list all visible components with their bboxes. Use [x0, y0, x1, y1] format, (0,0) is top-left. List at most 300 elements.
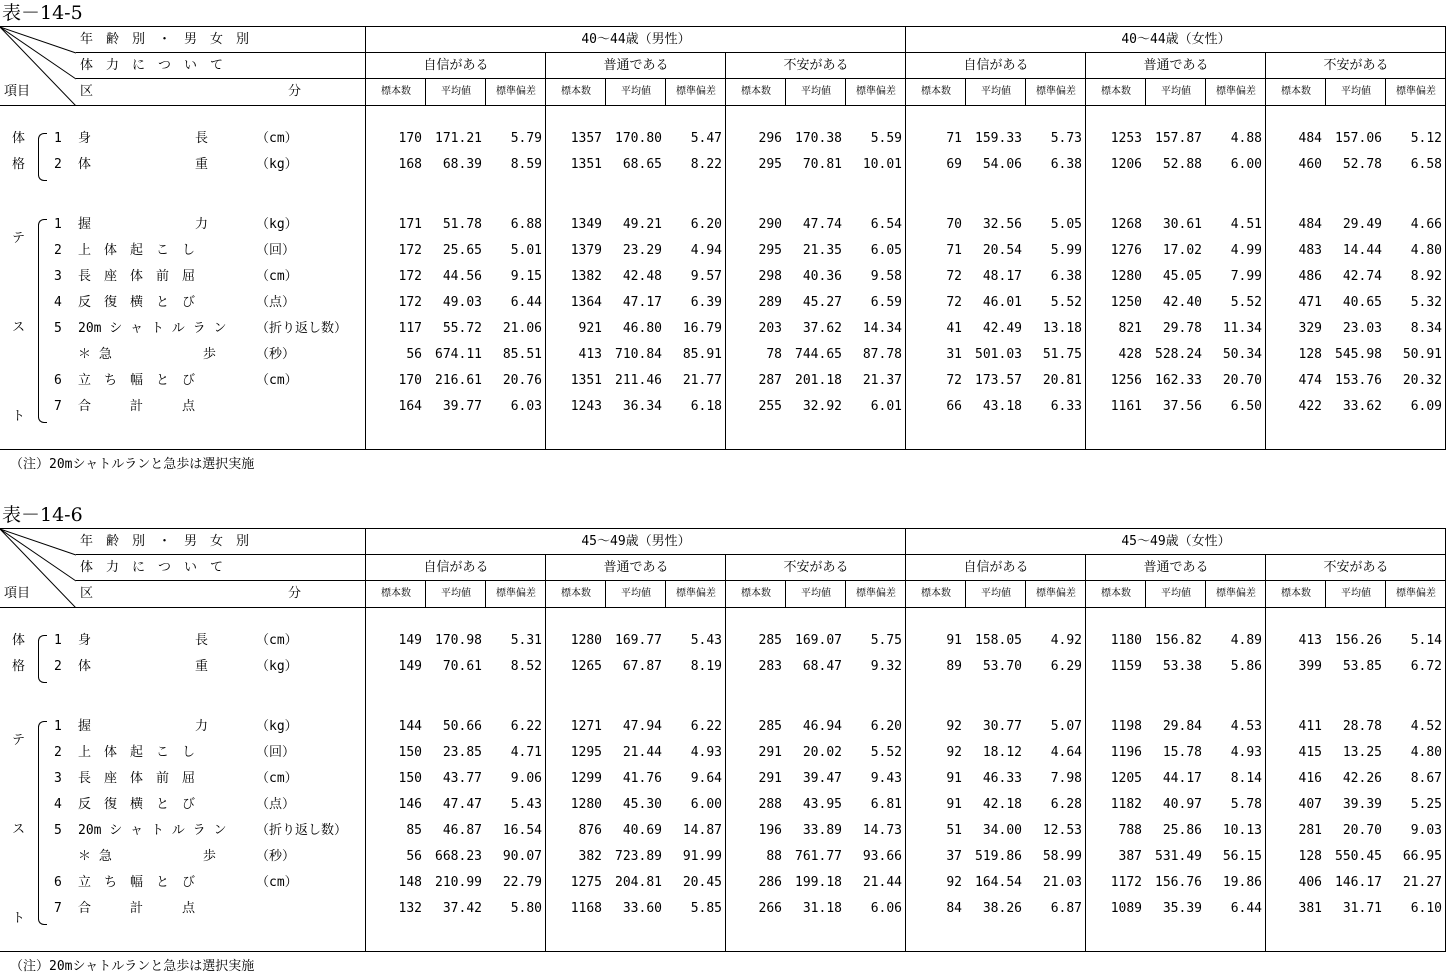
stat-header: 平均値 [441, 588, 471, 599]
data-table [0, 528, 1446, 952]
cell-value: 37.62 [802, 321, 842, 336]
cell-value: 23.29 [622, 243, 662, 258]
cell-value: 68.65 [622, 157, 662, 172]
cell-value: 6.72 [1410, 659, 1442, 674]
cell-value: 92 [946, 875, 962, 890]
cell-value: 484 [1298, 131, 1322, 146]
cell-value: 6.22 [510, 719, 542, 734]
cell-value: 92 [946, 745, 962, 760]
cell-value: 40.97 [1162, 797, 1202, 812]
cell-value: 6.39 [690, 295, 722, 310]
row-number: 5 [54, 321, 62, 336]
cell-value: 85.51 [502, 347, 542, 362]
cell-value: 117 [398, 321, 422, 336]
cell-value: 7.98 [1050, 771, 1082, 786]
cell-value: 170.38 [795, 131, 842, 146]
header-line [76, 580, 1446, 581]
cell-value: 45.30 [622, 797, 662, 812]
cell-value: 149 [398, 659, 422, 674]
cell-value: 5.59 [870, 131, 902, 146]
cell-value: 1351 [570, 157, 602, 172]
stat-header: 標準偏差 [1216, 588, 1256, 599]
cell-value: 46.80 [622, 321, 662, 336]
cell-value: 157.06 [1335, 131, 1382, 146]
cell-value: 9.15 [510, 269, 542, 284]
cell-value: 53.70 [982, 659, 1022, 674]
cell-value: 68.39 [442, 157, 482, 172]
stat-header: 平均値 [621, 86, 651, 97]
cell-value: 168 [398, 157, 422, 172]
cell-value: 87.78 [862, 347, 902, 362]
cell-value: 5.32 [1410, 295, 1442, 310]
cell-value: 407 [1298, 797, 1322, 812]
cell-value: 399 [1298, 659, 1322, 674]
cell-value: 4.99 [1230, 243, 1262, 258]
cell-value: 146 [398, 797, 422, 812]
cell-value: 1357 [570, 131, 602, 146]
cell-value: 149 [398, 633, 422, 648]
stat-header: 標本数 [1101, 588, 1131, 599]
cell-value: 5.86 [1230, 659, 1262, 674]
cell-value: 21.06 [502, 321, 542, 336]
cell-value: 519.86 [975, 849, 1022, 864]
cell-value: 288 [758, 797, 782, 812]
cell-value: 1351 [570, 373, 602, 388]
category-header: 自信がある [423, 58, 489, 73]
cell-value: 5.05 [1050, 217, 1082, 232]
cell-value: 23.03 [1342, 321, 1382, 336]
cell-value: 20.70 [1222, 373, 1262, 388]
row-number: 4 [54, 295, 62, 310]
row-label: 体 重 [78, 157, 209, 172]
cell-value: 287 [758, 373, 782, 388]
category-label-left: 区 [80, 586, 94, 601]
cell-value: 1205 [1110, 771, 1142, 786]
cell-value: 16.79 [682, 321, 722, 336]
row-number: 6 [54, 875, 62, 890]
cell-value: 50.66 [442, 719, 482, 734]
cell-value: 5.80 [510, 901, 542, 916]
stat-header: 標準偏差 [676, 588, 716, 599]
category-header: 自信がある [963, 58, 1029, 73]
row-unit: （kg） [256, 659, 298, 674]
cell-value: 1379 [570, 243, 602, 258]
cell-value: 6.03 [510, 399, 542, 414]
row-unit: （折り返し数） [256, 321, 348, 336]
cell-value: 20.54 [982, 243, 1022, 258]
cell-value: 5.85 [690, 901, 722, 916]
row-unit: （kg） [256, 217, 298, 232]
stat-header: 標準偏差 [676, 86, 716, 97]
cell-value: 88 [766, 849, 782, 864]
cell-value: 47.47 [442, 797, 482, 812]
cell-value: 72 [946, 295, 962, 310]
cell-value: 283 [758, 659, 782, 674]
row-number: 1 [54, 131, 62, 146]
row-unit: （回） [256, 243, 296, 258]
cell-value: 32.56 [982, 217, 1022, 232]
data-table [0, 26, 1446, 450]
cell-value: 39.39 [1342, 797, 1382, 812]
cell-value: 1275 [570, 875, 602, 890]
row-unit: （cm） [256, 771, 298, 786]
cell-value: 5.43 [690, 633, 722, 648]
cell-value: 1182 [1110, 797, 1142, 812]
cell-value: 156.82 [1155, 633, 1202, 648]
cell-value: 31.18 [802, 901, 842, 916]
cell-value: 4.89 [1230, 633, 1262, 648]
stat-header: 標準偏差 [856, 588, 896, 599]
row-label: 立 ち 幅 と び [78, 875, 196, 890]
cell-value: 545.98 [1335, 347, 1382, 362]
cell-value: 19.86 [1222, 875, 1262, 890]
stat-header: 標準偏差 [1216, 86, 1256, 97]
cell-value: 1280 [570, 633, 602, 648]
cell-value: 8.59 [510, 157, 542, 172]
stat-header: 標準偏差 [1396, 86, 1436, 97]
cell-value: 286 [758, 875, 782, 890]
cell-value: 1172 [1110, 875, 1142, 890]
table-title: 表－14-6 [2, 504, 83, 526]
cell-value: 71 [946, 243, 962, 258]
age-sex-label: 年 齢 別 ・ 男 女 別 [80, 32, 250, 47]
row-label: 合 計 点 [78, 901, 196, 916]
cell-value: 8.34 [1410, 321, 1442, 336]
cell-value: 164 [398, 399, 422, 414]
cell-value: 170.80 [615, 131, 662, 146]
row-label: 長 座 体 前 屈 [78, 269, 196, 284]
category-header: 普通である [603, 560, 669, 575]
row-unit: （点） [256, 797, 296, 812]
cell-value: 20.45 [682, 875, 722, 890]
stat-header: 平均値 [441, 86, 471, 97]
cell-value: 12.53 [1042, 823, 1082, 838]
cell-value: 1089 [1110, 901, 1142, 916]
cell-value: 36.34 [622, 399, 662, 414]
cell-value: 4.93 [1230, 745, 1262, 760]
cell-value: 9.64 [690, 771, 722, 786]
cell-value: 51 [946, 823, 962, 838]
fitness-label: 体 力 に つ い て [80, 560, 224, 575]
cell-value: 170.98 [435, 633, 482, 648]
cell-value: 53.85 [1342, 659, 1382, 674]
cell-value: 6.44 [510, 295, 542, 310]
stat-header: 標準偏差 [1036, 588, 1076, 599]
category-header: 普通である [1143, 560, 1209, 575]
row-number: 2 [54, 157, 62, 172]
cell-value: 5.01 [510, 243, 542, 258]
cell-value: 291 [758, 745, 782, 760]
cell-value: 16.54 [502, 823, 542, 838]
cell-value: 199.18 [795, 875, 842, 890]
cell-value: 78 [766, 347, 782, 362]
female-group-header: 45～49歳（女性） [1121, 534, 1231, 549]
cell-value: 85.91 [682, 347, 722, 362]
cell-value: 5.52 [1230, 295, 1262, 310]
row-number: 3 [54, 269, 62, 284]
cell-value: 381 [1298, 901, 1322, 916]
cell-value: 4.80 [1410, 745, 1442, 760]
row-label: 立 ち 幅 と び [78, 373, 196, 388]
cell-value: 6.09 [1410, 399, 1442, 414]
cell-value: 28.78 [1342, 719, 1382, 734]
group-brace [38, 133, 47, 181]
cell-value: 411 [1298, 719, 1322, 734]
cell-value: 53.38 [1162, 659, 1202, 674]
cell-value: 146.17 [1335, 875, 1382, 890]
header-line [0, 105, 1446, 106]
cell-value: 422 [1298, 399, 1322, 414]
cell-value: 37.42 [442, 901, 482, 916]
cell-value: 4.94 [690, 243, 722, 258]
cell-value: 5.25 [1410, 797, 1442, 812]
cell-value: 132 [398, 901, 422, 916]
cell-value: 47.17 [622, 295, 662, 310]
cell-value: 46.01 [982, 295, 1022, 310]
side-group-char: ト [12, 409, 26, 424]
stat-header: 標準偏差 [1036, 86, 1076, 97]
cell-value: 85 [406, 823, 422, 838]
cell-value: 162.33 [1155, 373, 1202, 388]
cell-value: 6.20 [870, 719, 902, 734]
cell-value: 69 [946, 157, 962, 172]
cell-value: 1280 [570, 797, 602, 812]
cell-value: 471 [1298, 295, 1322, 310]
stat-header: 標本数 [921, 86, 951, 97]
cell-value: 281 [1298, 823, 1322, 838]
stat-header: 標準偏差 [856, 86, 896, 97]
cell-value: 47.94 [622, 719, 662, 734]
cell-value: 1265 [570, 659, 602, 674]
row-number: 5 [54, 823, 62, 838]
stat-header: 平均値 [801, 588, 831, 599]
cell-value: 531.49 [1155, 849, 1202, 864]
category-header: 不安がある [1323, 58, 1389, 73]
cell-value: 406 [1298, 875, 1322, 890]
cell-value: 876 [578, 823, 602, 838]
row-unit: （cm） [256, 875, 298, 890]
cell-value: 148 [398, 875, 422, 890]
side-group-char: ス [12, 320, 26, 335]
row-unit: （cm） [256, 373, 298, 388]
cell-value: 51.75 [1042, 347, 1082, 362]
cell-value: 157.87 [1155, 131, 1202, 146]
side-group-char: 体 [12, 633, 26, 648]
cell-value: 1168 [570, 901, 602, 916]
cell-value: 43.77 [442, 771, 482, 786]
cell-value: 501.03 [975, 347, 1022, 362]
cell-value: 52.78 [1342, 157, 1382, 172]
cell-value: 1280 [1110, 269, 1142, 284]
cell-value: 6.22 [690, 719, 722, 734]
cell-value: 30.77 [982, 719, 1022, 734]
cell-value: 17.02 [1162, 243, 1202, 258]
stat-header: 平均値 [1161, 86, 1191, 97]
cell-value: 40.36 [802, 269, 842, 284]
row-label: 身 長 [78, 131, 209, 146]
cell-value: 150 [398, 745, 422, 760]
cell-value: 298 [758, 269, 782, 284]
cell-value: 761.77 [795, 849, 842, 864]
cell-value: 6.28 [1050, 797, 1082, 812]
stat-header: 標本数 [1101, 86, 1131, 97]
cell-value: 35.39 [1162, 901, 1202, 916]
stat-header: 標本数 [741, 86, 771, 97]
cell-value: 10.13 [1222, 823, 1262, 838]
cell-value: 255 [758, 399, 782, 414]
cell-value: 93.66 [862, 849, 902, 864]
cell-value: 42.26 [1342, 771, 1382, 786]
cell-value: 21.77 [682, 373, 722, 388]
category-header: 普通である [1143, 58, 1209, 73]
cell-value: 382 [578, 849, 602, 864]
row-unit: （秒） [256, 347, 296, 362]
footnote: （注）20mシャトルランと急歩は選択実施 [10, 959, 255, 974]
cell-value: 25.86 [1162, 823, 1202, 838]
cell-value: 710.84 [615, 347, 662, 362]
header-line [76, 52, 1446, 53]
cell-value: 51.78 [442, 217, 482, 232]
cell-value: 5.73 [1050, 131, 1082, 146]
cell-value: 91 [946, 633, 962, 648]
cell-value: 66 [946, 399, 962, 414]
cell-value: 91.99 [682, 849, 722, 864]
cell-value: 486 [1298, 269, 1322, 284]
cell-value: 6.58 [1410, 157, 1442, 172]
cell-value: 484 [1298, 217, 1322, 232]
cell-value: 42.48 [622, 269, 662, 284]
cell-value: 6.29 [1050, 659, 1082, 674]
cell-value: 387 [1118, 849, 1142, 864]
cell-value: 5.31 [510, 633, 542, 648]
row-number: 2 [54, 243, 62, 258]
row-label: 体 重 [78, 659, 209, 674]
cell-value: 6.01 [870, 399, 902, 414]
cell-value: 483 [1298, 243, 1322, 258]
cell-value: 528.24 [1155, 347, 1202, 362]
cell-value: 10.01 [862, 157, 902, 172]
row-unit: （cm） [256, 131, 298, 146]
stat-header: 標本数 [1281, 588, 1311, 599]
row-number: 1 [54, 719, 62, 734]
cell-value: 9.06 [510, 771, 542, 786]
row-label: ＊ 急 歩 [78, 347, 216, 362]
stat-header: 平均値 [621, 588, 651, 599]
cell-value: 196 [758, 823, 782, 838]
cell-value: 33.60 [622, 901, 662, 916]
male-group-header: 45～49歳（男性） [581, 534, 691, 549]
row-number: 2 [54, 659, 62, 674]
stat-header: 標本数 [1281, 86, 1311, 97]
row-number: 6 [54, 373, 62, 388]
cell-value: 43.95 [802, 797, 842, 812]
cell-value: 1268 [1110, 217, 1142, 232]
table-title: 表－14-5 [2, 2, 83, 24]
cell-value: 1196 [1110, 745, 1142, 760]
header-line [76, 78, 1446, 79]
row-unit: （cm） [256, 269, 298, 284]
cell-value: 285 [758, 719, 782, 734]
cell-value: 21.03 [1042, 875, 1082, 890]
cell-value: 72 [946, 373, 962, 388]
cell-value: 49.21 [622, 217, 662, 232]
cell-value: 210.99 [435, 875, 482, 890]
cell-value: 170 [398, 373, 422, 388]
category-label-left: 区 [80, 84, 94, 99]
cell-value: 42.18 [982, 797, 1022, 812]
cell-value: 7.99 [1230, 269, 1262, 284]
cell-value: 1159 [1110, 659, 1142, 674]
cell-value: 33.89 [802, 823, 842, 838]
cell-value: 84 [946, 901, 962, 916]
row-number: 4 [54, 797, 62, 812]
cell-value: 474 [1298, 373, 1322, 388]
cell-value: 42.49 [982, 321, 1022, 336]
cell-value: 291 [758, 771, 782, 786]
cell-value: 5.14 [1410, 633, 1442, 648]
cell-value: 5.99 [1050, 243, 1082, 258]
cell-value: 14.34 [862, 321, 902, 336]
cell-value: 128 [1298, 849, 1322, 864]
row-unit: （kg） [256, 719, 298, 734]
cell-value: 173.57 [975, 373, 1022, 388]
cell-value: 13.18 [1042, 321, 1082, 336]
cell-value: 31.71 [1342, 901, 1382, 916]
cell-value: 20.02 [802, 745, 842, 760]
cell-value: 1295 [570, 745, 602, 760]
cell-value: 14.73 [862, 823, 902, 838]
cell-value: 171.21 [435, 131, 482, 146]
cell-value: 54.06 [982, 157, 1022, 172]
cell-value: 428 [1118, 347, 1142, 362]
cell-value: 9.57 [690, 269, 722, 284]
row-number: 2 [54, 745, 62, 760]
cell-value: 6.38 [1050, 269, 1082, 284]
cell-value: 153.76 [1335, 373, 1382, 388]
stat-header: 平均値 [1161, 588, 1191, 599]
cell-value: 56 [406, 347, 422, 362]
cell-value: 70 [946, 217, 962, 232]
cell-value: 91 [946, 797, 962, 812]
row-label: 握 力 [78, 719, 209, 734]
cell-value: 172 [398, 295, 422, 310]
side-group-char: ト [12, 911, 26, 926]
cell-value: 415 [1298, 745, 1322, 760]
cell-value: 9.03 [1410, 823, 1442, 838]
cell-value: 32.92 [802, 399, 842, 414]
cell-value: 40.69 [622, 823, 662, 838]
cell-value: 45.27 [802, 295, 842, 310]
cell-value: 266 [758, 901, 782, 916]
cell-value: 4.88 [1230, 131, 1262, 146]
row-number: 7 [54, 901, 62, 916]
cell-value: 49.03 [442, 295, 482, 310]
stat-header: 平均値 [1341, 588, 1371, 599]
row-number: 7 [54, 399, 62, 414]
cell-value: 14.87 [682, 823, 722, 838]
stat-header: 標本数 [561, 588, 591, 599]
row-unit: （折り返し数） [256, 823, 348, 838]
cell-value: 6.44 [1230, 901, 1262, 916]
row-label: 長 座 体 前 屈 [78, 771, 196, 786]
cell-value: 4.53 [1230, 719, 1262, 734]
row-number: 3 [54, 771, 62, 786]
row-label: ＊ 急 歩 [78, 849, 216, 864]
cell-value: 329 [1298, 321, 1322, 336]
cell-value: 295 [758, 157, 782, 172]
cell-value: 674.11 [435, 347, 482, 362]
cell-value: 46.33 [982, 771, 1022, 786]
